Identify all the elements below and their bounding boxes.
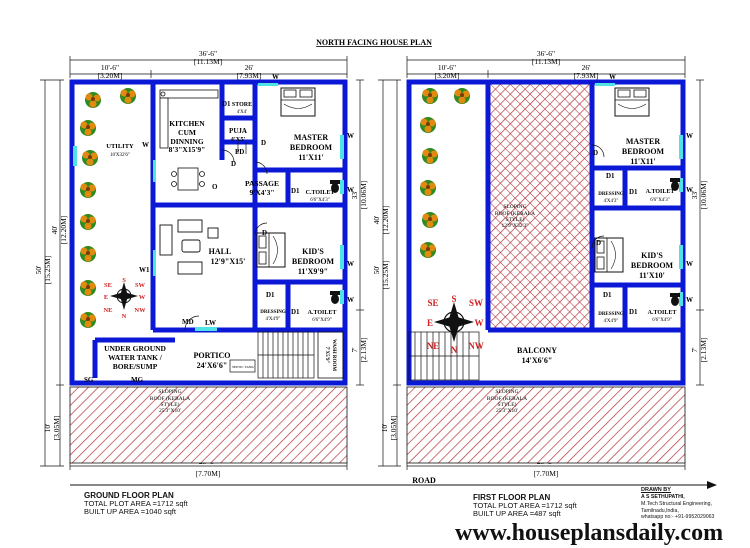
- svg-text:6'6"X4'9": 6'6"X4'9": [312, 318, 332, 323]
- svg-text:[7.93M]: [7.93M]: [236, 71, 262, 80]
- svg-text:[12.20M]: [12.20M]: [59, 215, 68, 245]
- svg-text:S: S: [122, 277, 126, 284]
- svg-text:MASTER: MASTER: [293, 133, 329, 142]
- svg-text:14'X6'6": 14'X6'6": [521, 356, 553, 365]
- first-footer-title: FIRST FLOOR PLAN: [473, 493, 551, 502]
- svg-text:STYLE): STYLE): [160, 402, 180, 408]
- svg-text:WASH ROOM: WASH ROOM: [331, 338, 336, 372]
- ground-staircase: [258, 332, 314, 378]
- svg-text:11'X11': 11'X11': [298, 153, 324, 162]
- svg-text:BEDROOM: BEDROOM: [289, 143, 333, 152]
- svg-text:11'X9'9": 11'X9'9": [297, 267, 329, 276]
- svg-text:MASTER: MASTER: [625, 137, 661, 146]
- svg-text:[3.05M]: [3.05M]: [52, 415, 61, 441]
- svg-text:W: W: [347, 260, 354, 268]
- first-floor-footer: [473, 494, 577, 518]
- svg-text:ROOF (KERALA: ROOF (KERALA: [149, 396, 191, 402]
- svg-text:O: O: [212, 183, 218, 191]
- svg-text:[10.06M]: [10.06M]: [699, 180, 708, 210]
- svg-text:11'X11': 11'X11': [630, 157, 656, 166]
- svg-text:D1: D1: [291, 187, 300, 195]
- svg-text:SE: SE: [427, 298, 439, 308]
- svg-text:PASSAGE: PASSAGE: [244, 179, 280, 188]
- svg-text:W1: W1: [139, 266, 150, 274]
- tree-icon-group: [420, 88, 470, 258]
- svg-text:MG: MG: [131, 376, 144, 384]
- svg-text:W: W: [347, 132, 354, 140]
- svg-text:D1: D1: [629, 308, 638, 316]
- credits-phone: whatsapp no:- +91-9952029063: [641, 514, 715, 521]
- svg-text:S: S: [451, 294, 457, 304]
- svg-text:BEDROOM: BEDROOM: [291, 257, 335, 266]
- svg-text:4'X5': 4'X5': [230, 136, 246, 143]
- svg-text:[15.25M]: [15.25M]: [381, 260, 390, 290]
- svg-text:4'X4'9": 4'X4'9": [265, 317, 281, 322]
- svg-text:W: W: [474, 318, 484, 328]
- ground-floor-plan: [70, 73, 354, 463]
- svg-text:[3.05M]: [3.05M]: [389, 415, 398, 441]
- svg-text:[11.13M]: [11.13M]: [193, 57, 223, 66]
- svg-text:SEPTIC TANK: SEPTIC TANK: [232, 365, 254, 369]
- svg-text:D: D: [262, 229, 268, 237]
- credits-block: [641, 487, 749, 521]
- plan-title: NORTH FACING HOUSE PLAN: [316, 38, 432, 47]
- svg-text:KITCHEN: KITCHEN: [169, 119, 205, 128]
- svg-text:33': 33': [690, 190, 699, 200]
- compass-icon-ground: [103, 277, 146, 320]
- svg-text:ROOF (KERALA: ROOF (KERALA: [486, 396, 528, 402]
- svg-text:33': 33': [350, 190, 359, 200]
- svg-text:10'-6": 10'-6": [437, 63, 457, 72]
- svg-text:10': 10': [43, 423, 52, 433]
- svg-text:D1: D1: [629, 188, 638, 196]
- svg-text:W: W: [686, 260, 693, 268]
- ground-footer-title: GROUND FLOOR PLAN: [84, 491, 174, 500]
- first-floor-plan: [407, 73, 693, 463]
- svg-text:SG: SG: [84, 376, 94, 384]
- svg-text:40': 40': [50, 225, 59, 235]
- website-watermark: www.houseplansdaily.com: [455, 520, 724, 546]
- svg-text:10': 10': [380, 423, 389, 433]
- svg-text:D: D: [593, 149, 599, 157]
- svg-text:D: D: [231, 160, 237, 168]
- svg-text:6'6"X4'3": 6'6"X4'3": [650, 198, 670, 203]
- svg-text:W: W: [686, 296, 693, 304]
- svg-text:9'X4'3": 9'X4'3": [249, 188, 275, 197]
- svg-text:[7.93M]: [7.93M]: [573, 71, 599, 80]
- svg-text:PORTICO: PORTICO: [193, 351, 231, 360]
- svg-text:12'9"X32'3": 12'9"X32'3": [501, 223, 529, 229]
- svg-text:SE: SE: [104, 282, 112, 289]
- ground-front-roof: [70, 387, 347, 463]
- svg-text:40': 40': [372, 215, 381, 225]
- first-footer-built-area: BUILT UP AREA =487 sqft: [473, 509, 561, 519]
- svg-text:BEDROOM: BEDROOM: [621, 147, 665, 156]
- svg-text:UTILITY: UTILITY: [106, 143, 134, 150]
- svg-text:[12.20M]: [12.20M]: [381, 205, 390, 235]
- svg-text:7': 7': [690, 347, 699, 353]
- svg-text:BALCONY: BALCONY: [516, 346, 558, 355]
- tree-icon-group: [80, 88, 136, 328]
- svg-text:36'-6": 36'-6": [198, 49, 218, 58]
- svg-text:A.TOILET: A.TOILET: [647, 310, 677, 316]
- svg-text:25'3"X10': 25'3"X10': [496, 408, 518, 414]
- ground-footer-built-area: BUILT UP AREA =1040 sqft: [84, 507, 176, 517]
- first-master-bed-icon: [615, 88, 649, 116]
- svg-text:MD: MD: [182, 318, 194, 326]
- svg-text:SLOPING: SLOPING: [503, 204, 527, 210]
- svg-text:D1: D1: [266, 291, 275, 299]
- kids-bed-icon: [257, 233, 285, 267]
- svg-text:UNDER GROUND: UNDER GROUND: [104, 344, 166, 353]
- svg-text:6'6"X4'9": 6'6"X4'9": [652, 318, 672, 323]
- svg-text:26': 26': [244, 63, 254, 72]
- svg-text:D1: D1: [606, 172, 615, 180]
- svg-text:6'6"X4'3": 6'6"X4'3": [310, 198, 330, 203]
- svg-text:24'X6'6": 24'X6'6": [196, 361, 228, 370]
- svg-text:[7.70M]: [7.70M]: [195, 469, 221, 478]
- svg-text:PUJA: PUJA: [229, 127, 247, 135]
- svg-text:W: W: [347, 186, 354, 194]
- road-label: ROAD: [412, 476, 436, 485]
- svg-text:[3.20M]: [3.20M]: [97, 71, 123, 80]
- svg-text:25'3"X10': 25'3"X10': [159, 408, 181, 414]
- svg-text:[3.20M]: [3.20M]: [434, 71, 460, 80]
- svg-text:N: N: [450, 345, 458, 355]
- svg-text:N: N: [121, 313, 127, 320]
- first-footer-plot-area: TOTAL PLOT AREA =1712 sqft: [473, 501, 577, 511]
- svg-text:D: D: [261, 139, 267, 147]
- svg-text:CUM: CUM: [178, 128, 196, 137]
- compass-icon-first: [427, 294, 484, 355]
- svg-text:50': 50': [34, 265, 43, 275]
- svg-text:[2.13M]: [2.13M]: [359, 337, 368, 363]
- svg-text:SW: SW: [134, 282, 146, 289]
- svg-text:W: W: [686, 186, 693, 194]
- svg-text:NW: NW: [134, 307, 146, 314]
- svg-text:BORE/SUMP: BORE/SUMP: [112, 362, 158, 371]
- credits-title: DRAWN BY: [641, 487, 671, 493]
- svg-text:E: E: [103, 294, 109, 301]
- svg-text:SLOPING: SLOPING: [158, 389, 182, 395]
- svg-text:A.TOILET: A.TOILET: [645, 189, 675, 195]
- svg-text:PD: PD: [235, 148, 245, 156]
- svg-text:W: W: [272, 73, 279, 81]
- svg-text:[2.13M]: [2.13M]: [699, 337, 708, 363]
- svg-text:KID'S: KID'S: [641, 251, 663, 260]
- svg-text:NW: NW: [468, 341, 484, 351]
- svg-text:DRESSING: DRESSING: [598, 192, 624, 197]
- road-line: [70, 476, 717, 489]
- svg-text:4'X4'3": 4'X4'3": [603, 199, 619, 204]
- first-staircase: [409, 332, 479, 380]
- svg-text:4'X4'9": 4'X4'9": [603, 319, 619, 324]
- svg-text:W: W: [686, 132, 693, 140]
- svg-text:NE: NE: [103, 307, 113, 314]
- svg-text:SW: SW: [468, 298, 484, 308]
- svg-text:7'X5'9": 7'X5'9": [324, 346, 329, 364]
- svg-text:8'3"X15'9": 8'3"X15'9": [168, 145, 206, 154]
- svg-text:[10.06M]: [10.06M]: [359, 180, 368, 210]
- svg-text:50': 50': [372, 265, 381, 275]
- svg-text:ROOF (KERALA: ROOF (KERALA: [494, 211, 536, 217]
- svg-text:W: W: [347, 296, 354, 304]
- svg-text:[11.13M]: [11.13M]: [531, 57, 561, 66]
- ground-footer-plot-area: TOTAL PLOT AREA =1712 sqft: [84, 499, 188, 509]
- svg-text:W: W: [609, 73, 616, 81]
- svg-text:10'X32'6": 10'X32'6": [110, 153, 130, 158]
- first-front-roof: [407, 387, 685, 463]
- svg-text:7': 7': [350, 347, 359, 353]
- svg-text:26': 26': [581, 63, 591, 72]
- ground-floor-footer: [84, 492, 188, 516]
- svg-text:KID'S: KID'S: [302, 247, 324, 256]
- svg-text:A.TOILET: A.TOILET: [307, 310, 337, 316]
- svg-text:SLOPING: SLOPING: [495, 389, 519, 395]
- svg-text:DRESSING: DRESSING: [598, 312, 624, 317]
- svg-text:10'-6": 10'-6": [100, 63, 120, 72]
- credits-degree: M.Tech Structural Engineering,: [641, 500, 712, 507]
- svg-text:DINNING: DINNING: [170, 137, 204, 146]
- svg-text:NE: NE: [426, 341, 440, 351]
- svg-text:4'X4': 4'X4': [236, 110, 248, 115]
- svg-text:BEDROOM: BEDROOM: [630, 261, 674, 270]
- svg-text:C.TOILET: C.TOILET: [305, 190, 335, 196]
- svg-text:D1: D1: [222, 100, 231, 108]
- credits-place: Tamilnadu,India,: [641, 507, 679, 514]
- svg-text:[15.25M]: [15.25M]: [43, 255, 52, 285]
- master-bed-icon: [281, 88, 315, 116]
- credits-name: A S SETHUPATHI,: [641, 494, 685, 501]
- svg-text:STYLE): STYLE): [497, 402, 517, 408]
- svg-text:D1: D1: [291, 308, 300, 316]
- svg-text:LW: LW: [205, 319, 217, 327]
- ground-marks: [84, 73, 354, 384]
- svg-text:DRESSING: DRESSING: [260, 310, 286, 315]
- svg-text:HALL: HALL: [208, 247, 232, 256]
- svg-text:E: E: [426, 318, 434, 328]
- svg-text:WATER TANK /: WATER TANK /: [108, 353, 162, 362]
- svg-text:STORE: STORE: [231, 102, 253, 108]
- svg-text:W: W: [138, 294, 146, 301]
- svg-text:11'X10': 11'X10': [639, 271, 665, 280]
- svg-text:[7.70M]: [7.70M]: [533, 469, 559, 478]
- svg-text:36'-6": 36'-6": [536, 49, 556, 58]
- svg-text:12'9"X15': 12'9"X15': [210, 257, 246, 266]
- svg-text:D1: D1: [603, 291, 612, 299]
- svg-text:W: W: [142, 141, 149, 149]
- svg-text:STYLE): STYLE): [505, 217, 525, 223]
- svg-text:D: D: [596, 239, 602, 247]
